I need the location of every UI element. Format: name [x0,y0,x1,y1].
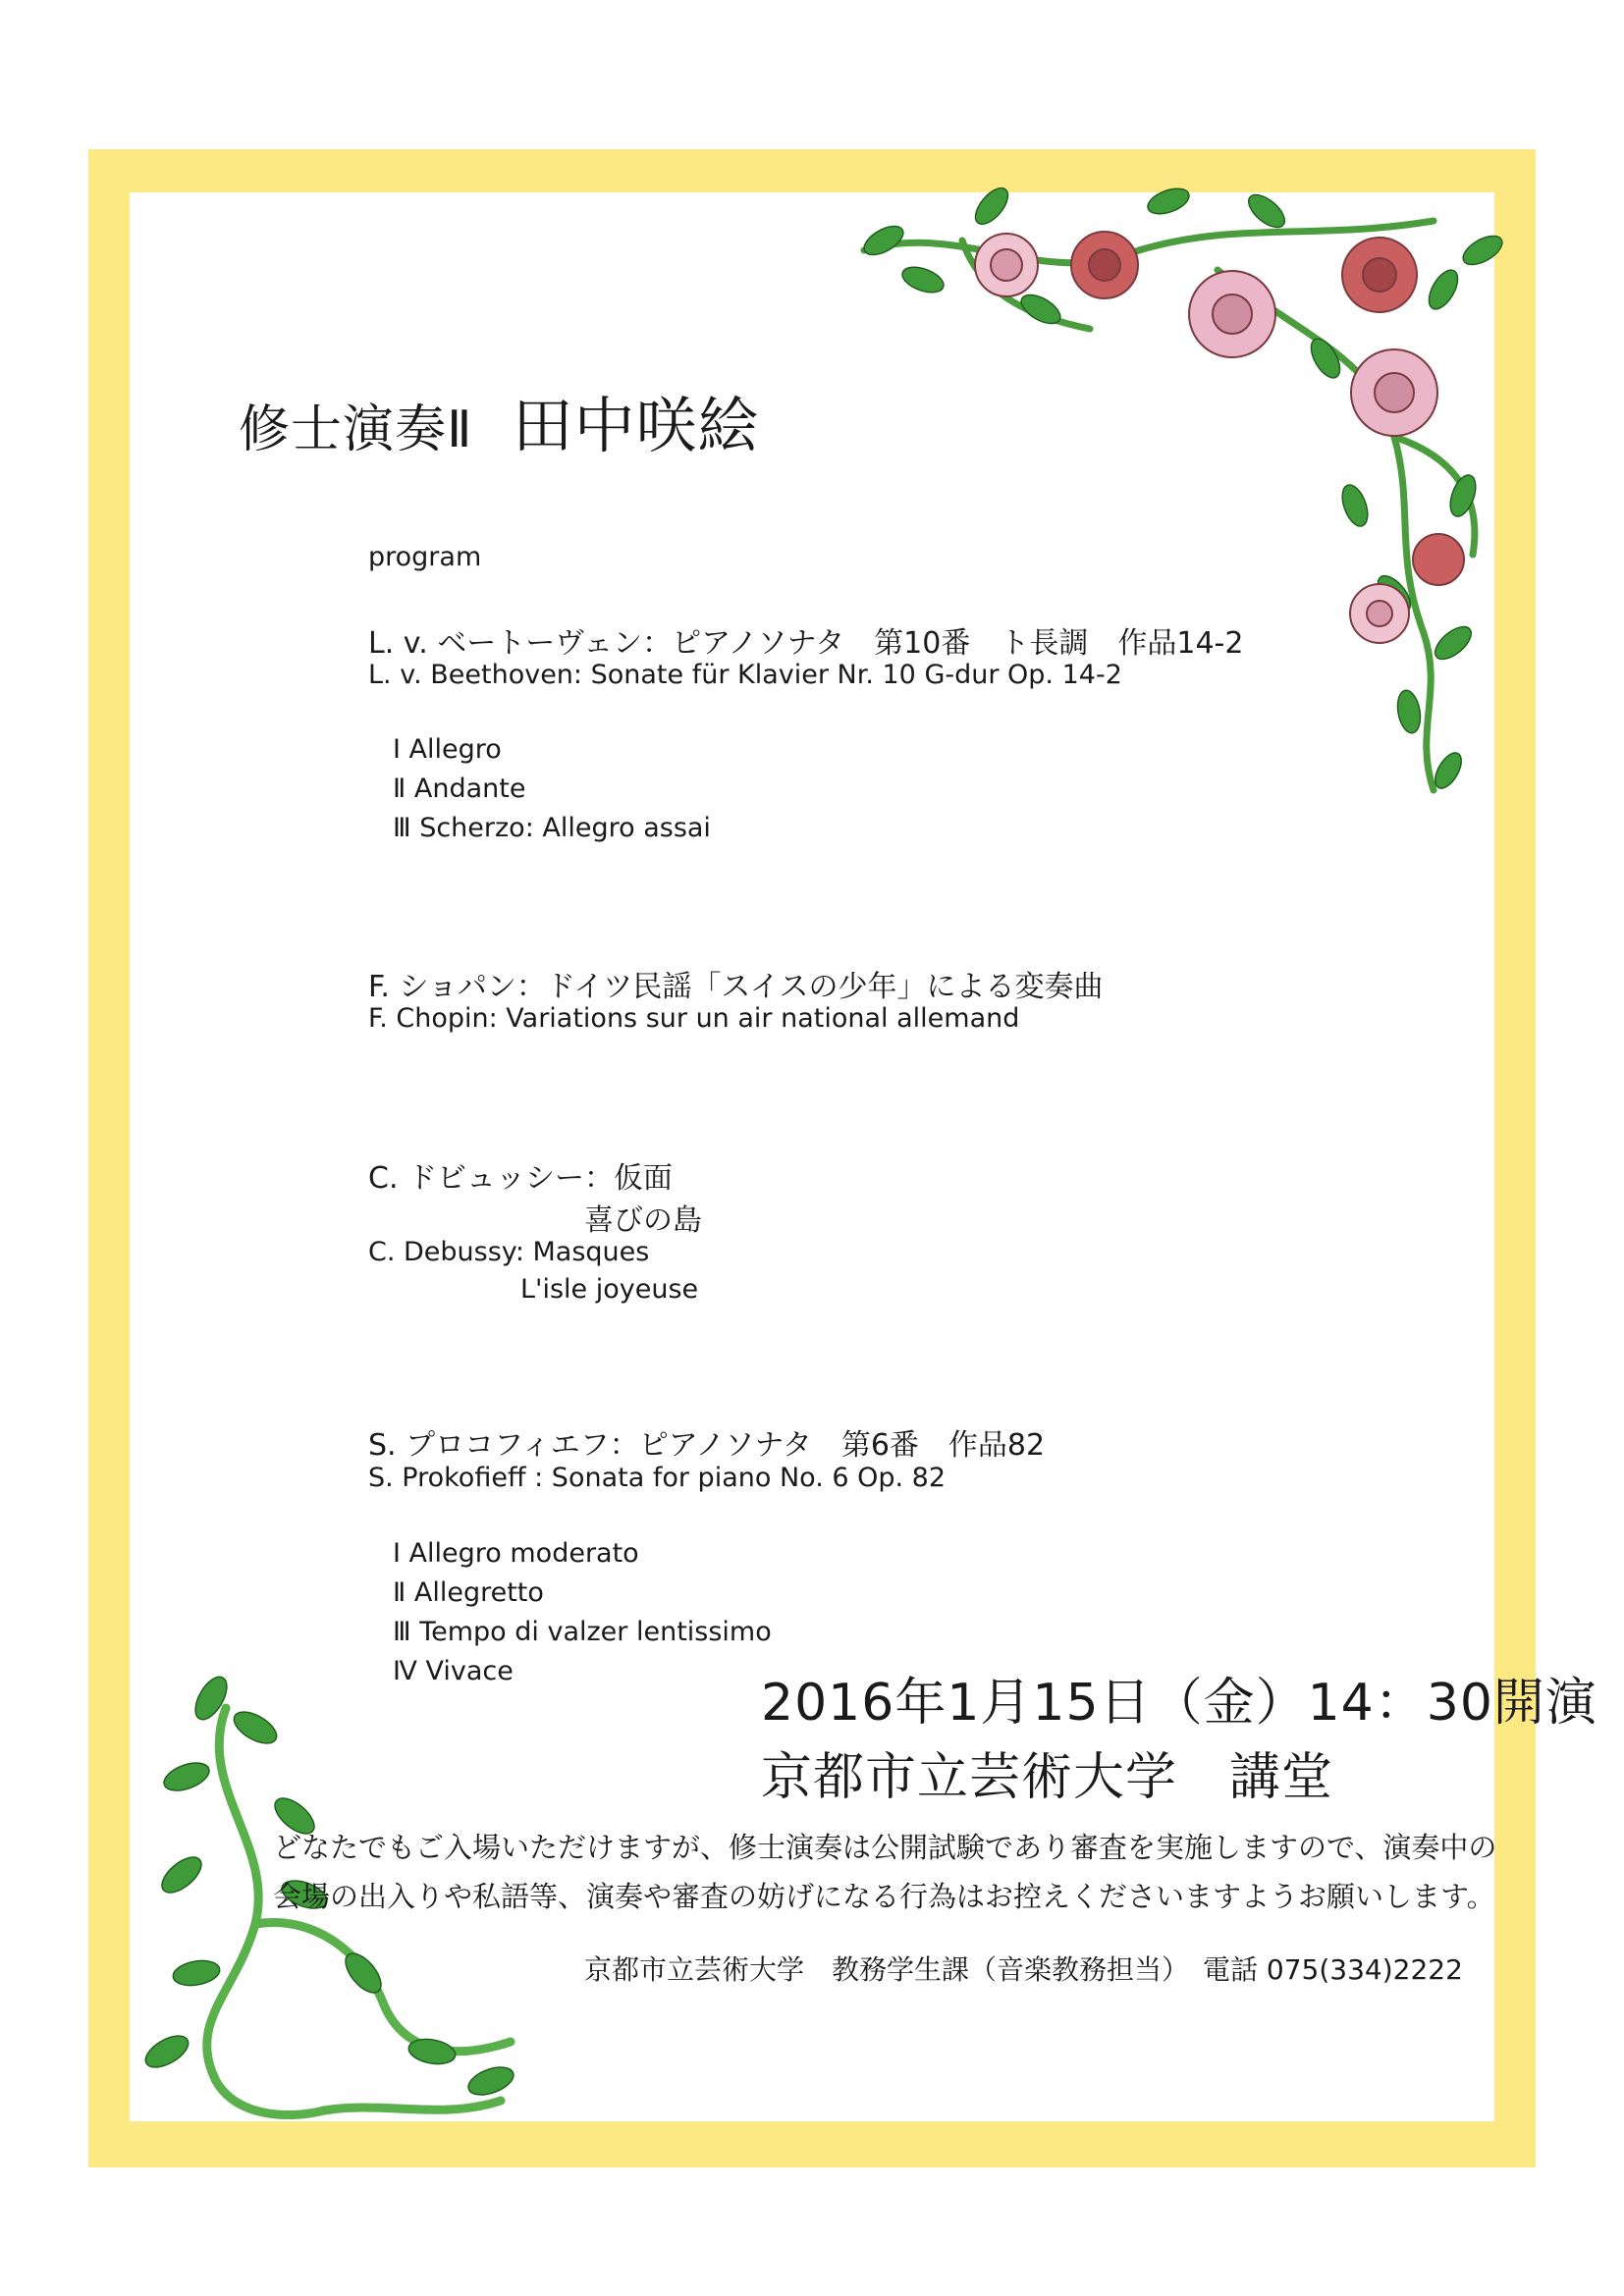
page-title [239,377,760,464]
movement: Ⅳ Vivace [393,1656,514,1686]
piece-title-en: F. Chopin: Variations sur un air national allemand [368,1003,1020,1034]
piece-title-ja: S. プロコフィエフ：ピアノソナタ 第6番 作品82 [368,1428,1046,1463]
movement: Ⅱ Andante [393,774,526,804]
piece-title-ja-2: 喜びの島 [584,1203,702,1238]
piece-title-en: C. Debussy: Masques [368,1237,650,1267]
movement: Ⅲ Tempo di valzer lentissimo [393,1617,772,1647]
notice-line: 会場の出入りや私語等、演奏や審査の妨げになる行為はお控えくださいますようお願いします。 [273,1880,1495,1913]
contact-info: 京都市立芸術大学 教務学生課（音楽教務担当） 電話 075(334)2222 [584,1953,1463,1986]
event-datetime: 2016年1月15日（金）14：30開演 [761,1674,1597,1733]
recital-title: 修士演奏Ⅱ [239,400,473,459]
piece-title-en: S. Prokofieff : Sonata for piano No. 6 Op. 82 [368,1463,947,1493]
piece-title-ja: C. ドビュッシー：仮面 [368,1161,674,1196]
movement: Ⅱ Allegretto [393,1577,544,1608]
piece-title-ja: L. v. ベートーヴェン：ピアノソナタ 第10番 ト長調 作品14-2 [368,626,1244,661]
piece-title-en-2: L'isle joyeuse [520,1274,699,1305]
piece-title-ja: F. ショパン：ドイツ民謡「スイスの少年」による変奏曲 [368,970,1104,1004]
program-label: program [368,542,482,572]
movement: Ⅲ Scherzo: Allegro assai [393,813,711,843]
movement: Ⅰ Allegro [393,734,502,765]
event-venue: 京都市立芸術大学 講堂 [761,1748,1334,1807]
notice-line: どなたでもご入場いただけますが、修士演奏は公開試験であり審査を実施しますので、演奏中の [273,1831,1497,1864]
rose-vine-decoration [844,182,1512,810]
performer-name: 田中咲絵 [512,390,760,461]
piece-title-en: L. v. Beethoven: Sonate für Klavier Nr. 10 G-dur Op. 14-2 [368,660,1122,690]
movement: Ⅰ Allegro moderato [393,1538,639,1569]
